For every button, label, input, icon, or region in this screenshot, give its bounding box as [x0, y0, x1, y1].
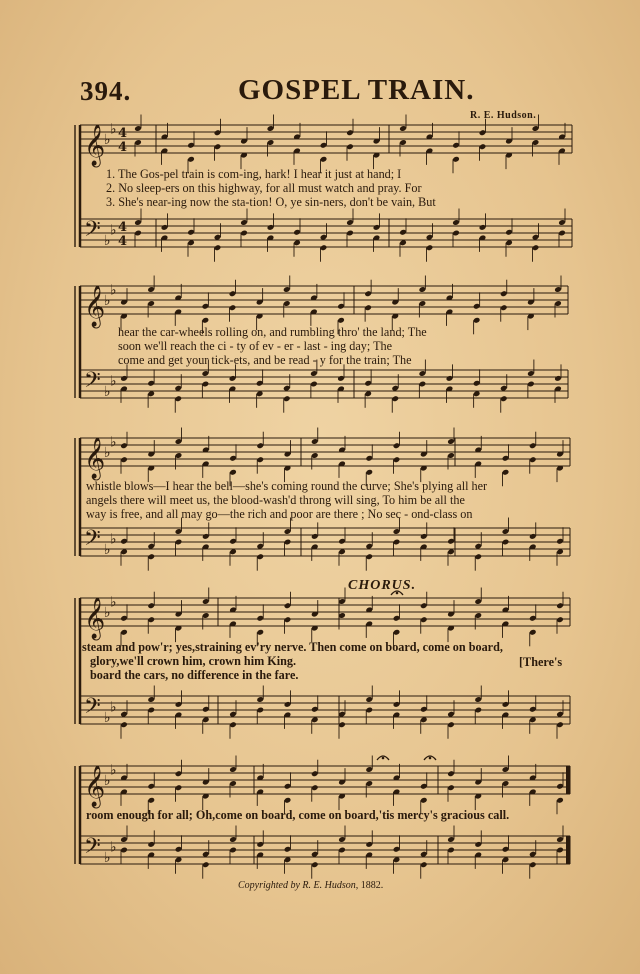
flat-sign-icon: ♭ — [110, 531, 117, 548]
flat-sign-icon: ♭ — [104, 233, 111, 249]
lyric-line-s3-v2: angels there will meet us, the blood-wash'd throng will sing, To him be all the — [86, 493, 465, 507]
bass-clef-icon: 𝄢 — [84, 694, 101, 724]
flat-sign-icon: ♭ — [104, 445, 111, 461]
lyric-line-s5-v1: room enough for all; Oh,come on board, come on board,'tis mercy's gracious call. — [86, 808, 510, 822]
final-barline — [566, 836, 570, 864]
treble-clef-icon: 𝄞 — [84, 125, 106, 166]
time-signature-icon: 4 — [118, 220, 128, 236]
flat-sign-icon: ♭ — [110, 373, 117, 390]
copyright-notice — [238, 880, 383, 891]
flat-sign-icon: ♭ — [110, 699, 117, 716]
lyric-line-s3-v1: whistle blows—I hear the bell—she's coming round the curve; She's plying all her — [86, 479, 488, 493]
time-signature-icon: 4 — [118, 140, 128, 156]
bass-clef-icon: 𝄢 — [84, 526, 101, 556]
lyric-line-s1-v2: 2. No sleep-ers on this highway, for all must watch and pray. For — [106, 181, 422, 195]
treble-clef-icon: 𝄞 — [84, 286, 106, 327]
final-barline — [566, 766, 570, 794]
flat-sign-icon: ♭ — [110, 839, 117, 856]
treble-clef-icon: 𝄞 — [84, 438, 106, 479]
lyric-line-s1-v1: 1. The Gos-pel train is com-ing, hark! I hear it just at hand; I — [106, 167, 402, 181]
lyric-line-s2-v2: soon we'll reach the ci - ty of ev - er - last - ing day; The — [118, 339, 393, 353]
copyright-year: 1882. — [360, 880, 384, 891]
copyright-text: Copyrighted by R. E. Hudson, — [238, 880, 359, 891]
flat-sign-icon: ♭ — [110, 121, 117, 138]
composer-credit: R. E. Hudson. — [470, 110, 537, 121]
flat-sign-icon: ♭ — [104, 710, 111, 726]
flat-sign-icon: ♭ — [104, 132, 111, 148]
flat-sign-icon: ♭ — [104, 850, 111, 866]
flat-sign-icon: ♭ — [104, 605, 111, 621]
fermata-dot — [429, 757, 432, 760]
flat-sign-icon: ♭ — [104, 384, 111, 400]
lyric-line-s3-v3: way is free, and all may go—the rich and poor are there ; No sec - ond-class on — [86, 507, 473, 521]
lyric-line-s2-v3: come and get your tick-ets, and be read - y for the train; The — [118, 353, 412, 367]
flat-sign-icon: ♭ — [104, 773, 111, 789]
flat-sign-icon: ♭ — [104, 542, 111, 558]
lyric-line-s4-v3: board the cars, no difference in the fare. — [90, 668, 299, 682]
bass-clef-icon: 𝄢 — [84, 834, 101, 864]
chorus-continuation-note: [There's — [519, 655, 563, 669]
lyric-line-s2-v1: hear the car-wheels rolling on, and rumbling thro' the land; The — [118, 325, 427, 339]
flat-sign-icon: ♭ — [110, 594, 117, 611]
bass-clef-icon: 𝄢 — [84, 368, 101, 398]
lyric-line-s4-v1: steam and pow'r; yes,straining ev'ry nerve. Then come on board, come on board, — [82, 640, 503, 654]
chorus-label: CHORUS. — [348, 578, 417, 593]
fermata-dot — [382, 757, 385, 760]
flat-sign-icon: ♭ — [110, 434, 117, 451]
hymn-title: GOSPEL TRAIN. — [238, 74, 475, 106]
treble-clef-icon: 𝄞 — [84, 598, 106, 639]
lyric-line-s4-v2: glory,we'll crown him, crown him King. — [90, 654, 297, 668]
bass-clef-icon: 𝄢 — [84, 217, 101, 247]
time-signature-icon: 4 — [118, 234, 128, 250]
flat-sign-icon: ♭ — [110, 762, 117, 779]
time-signature-icon: 4 — [118, 126, 128, 142]
hymn-number: 394. — [80, 76, 132, 106]
treble-clef-icon: 𝄞 — [84, 766, 106, 807]
flat-sign-icon: ♭ — [110, 282, 117, 299]
flat-sign-icon: ♭ — [110, 222, 117, 239]
lyric-line-s1-v3: 3. She's near-ing now the sta-tion! O, ye sin-ners, don't be vain, But — [106, 195, 436, 209]
flat-sign-icon: ♭ — [104, 293, 111, 309]
